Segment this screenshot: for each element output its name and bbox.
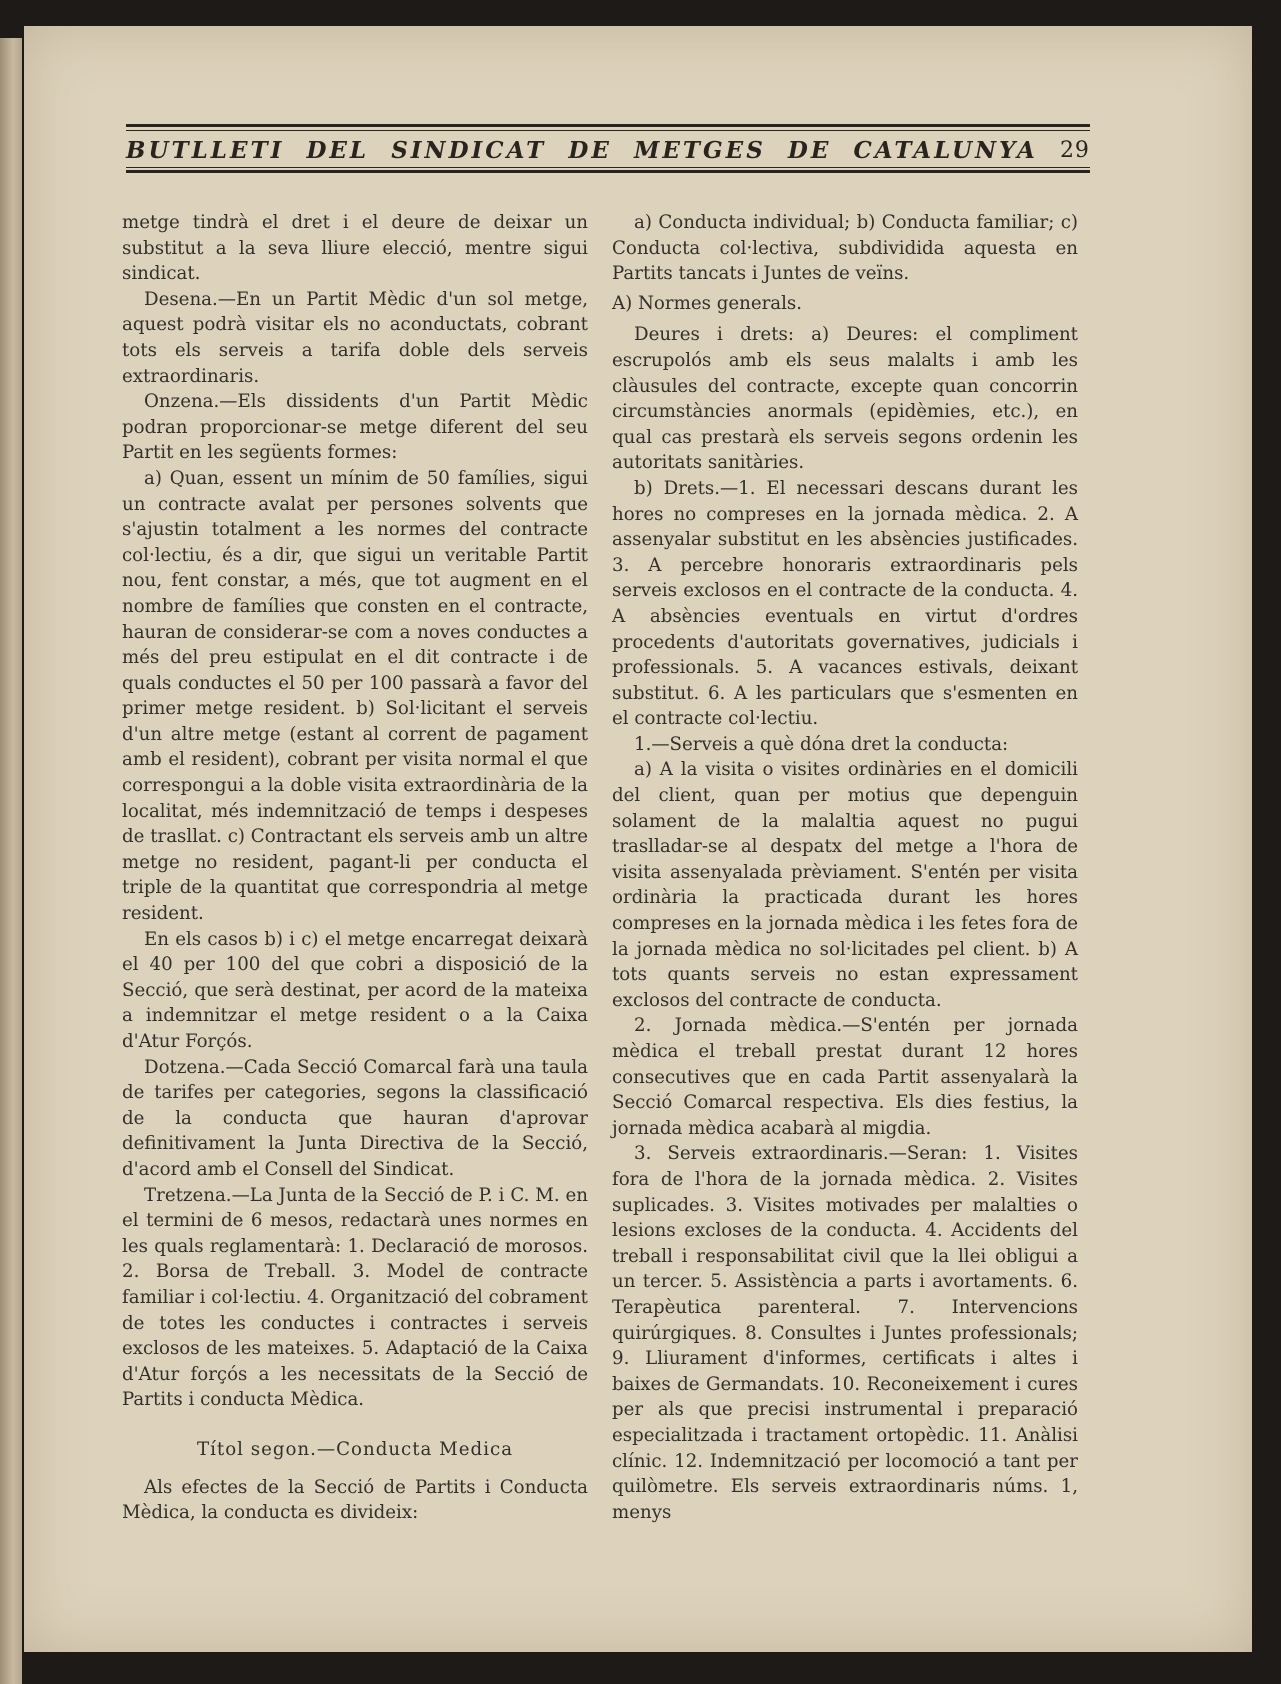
- header-rule-top-thick: [126, 124, 1090, 127]
- paragraph: 1.—Serveis a què dóna dret la conducta:: [634, 733, 1009, 755]
- paragraph: Onzena.—Els dissidents d'un Partit Mèdic podran proporcionar-se metge diferent del seu Partit en les següents formes:: [122, 391, 588, 464]
- paragraph: a) Quan, essent un mínim de 50 famílies, sigui un contracte avalat per persones solvents que s'ajustin totalment a les normes del contracte col·lectiu, és a dir, que sigui un veritable Partit nou, fent constar, a més, que tot augment en el nombre de famílies que consten en el contracte, hauran de considerar-se com a noves conductes a més del preu estipulat en el dit contracte i de quals conductes el 50 per 100 passarà a favor del primer metge resident. b) Sol·licitant el serveis d'un altre metge (estant al corrent de pagament amb el resident), cobrant per visita normal el que correspongui a la doble visita extraordinària de la localitat, més indemnització de temps i despeses de trasllat. c) Contractant els serveis amb un altre metge no resident, pagant-li per conducta el triple de la quantitat que correspondria al metge resident.: [122, 467, 588, 925]
- paragraph: Als efectes de la Secció de Partits i Conducta Mèdica, la conducta es divideix:: [122, 1476, 588, 1524]
- masthead-word: DE: [568, 136, 612, 164]
- paragraph: Deures i drets: a) Deures: el compliment escrupolós amb els seus malalts i amb les clàusules del contracte, excepte quan concorrin circumstàncies anormals (epidèmies, etc.), en qual cas prestarà els serveis segons ordenin les autoritats sanitàries.: [612, 324, 1078, 474]
- paragraph: a) Conducta individual; b) Conducta familiar; c) Conducta col·lectiva, subdividida aquesta en Partits tancats i Juntes de veïns.: [612, 212, 1078, 285]
- adjacent-page-edge: [0, 38, 22, 1684]
- paragraph: 3. Serveis extraordinaris.—Seran: 1. Visites fora de l'hora de la jornada mèdica. 2. Visites suplicades. 3. Visites motivades per malalties o lesions excloses de la conducta. 4. Accidents del treball i responsabilitat civil que la llei obligui a un tercer. 5. Assistència a parts i avortaments. 6. Terapèutica parenteral. 7. Intervencions quirúrgiques. 8. Consultes i Juntes professionals; 9. Lliurament d'informes, certificats i altes i baixes de Germandats. 10. Reconeixement i cures per als que precisi instrumental i preparació especialitzada i tractament ortopèdic. 11. Anàlisi clínic. 12. Indemnització per locomoció a tant per quilòmetre. Els serveis extraordinaris núms. 1, menys: [612, 1143, 1078, 1523]
- paragraph: Tretzena.—La Junta de la Secció de P. i C. M. en el termini de 6 mesos, redactarà unes normes en les quals reglamentarà: 1. Declaració de morosos. 2. Borsa de Treball. 3. Model de contracte familiar i col·lectiu. 4. Organització del cobrament de totes les conductes i contractes i serveis exclosos de les mateixes. 5. Adaptació de la Caixa d'Atur forçós a les necessitats de la Secció de Partits i conducta Mèdica.: [122, 1184, 588, 1411]
- header-rule-bottom-thin: [126, 167, 1090, 168]
- journal-masthead: [126, 136, 1090, 164]
- section-title: Títol segon.—Conducta Medica: [196, 1438, 514, 1460]
- paragraph: a) A la visita o visites ordinàries en el domicili del client, quan per motius que depenguin solament de la malaltia aquest no pugui traslladar-se al despatx del metge a l'hora de visita assenyalada prèviament. S'entén per visita ordinària la practicada durant les hores compreses en la jornada mèdica i les fetes fora de la jornada mèdica no sol·licitades pel client. b) A tots quants serveis no estan expressament exclosos del contracte de conducta.: [612, 759, 1078, 1011]
- masthead-word: DEL: [306, 136, 370, 164]
- masthead-word: METGES: [633, 136, 766, 164]
- paragraph: En els casos b) i c) el metge encarregat deixarà el 40 per 100 del que cobri a disposició de la Secció, que serà destinat, per acord de la mateixa a indemnitzar el metge resident o a la Caixa d'Atur Forçós.: [122, 928, 588, 1052]
- subsection-heading: A) Normes generals.: [612, 292, 803, 314]
- masthead-word: BUTLLETI: [126, 136, 285, 164]
- paragraph: 2. Jornada mèdica.—S'entén per jornada mèdica el treball prestat durant 12 hores consecutives que en cada Partit assenyalarà la Secció Comarcal respectiva. Els dies festius, la jornada mèdica acabarà al migdia.: [612, 1015, 1078, 1139]
- masthead-word: DE: [787, 136, 832, 164]
- paragraph: Dotzena.—Cada Secció Comarcal farà una taula de tarifes per categories, segons la classificació de la conducta que hauran d'aprovar definitivament la Junta Directiva de la Secció, d'acord amb el Consell del Sindicat.: [122, 1056, 588, 1180]
- masthead-word: SINDICAT: [391, 136, 547, 164]
- page-number: 29: [1059, 137, 1090, 163]
- right-text-column: [612, 210, 1078, 1525]
- paragraph: b) Drets.—1. El necessari descans durant les hores no compreses en la jornada mèdica. 2. A assenyalar substitut en les absències justificades. 3. A percebre honoraris extraordinaris pels serveis exclosos en el contracte de la conducta. 4. A absències eventuals en virtut d'ordres procedents d'autoritats governatives, judicials i professionals. 5. A vacances estivals, deixant substitut. 6. A les particulars que s'esmenten en el contracte col·lectiu.: [612, 477, 1078, 730]
- header-rule-top-thin: [126, 130, 1090, 131]
- masthead-word: CATALUNYA: [853, 136, 1038, 164]
- running-header: [126, 98, 1090, 186]
- header-rule-bottom-thick: [126, 170, 1090, 173]
- left-text-column: [122, 210, 588, 1526]
- paragraph: metge tindrà el dret i el deure de deixar un substitut a la seva lliure elecció, mentre sigui sindicat.: [122, 212, 588, 285]
- paragraph: Desena.—En un Partit Mèdic d'un sol metge, aquest podrà visitar els no aconductats, cobrant tots els serveis a tarifa doble dels serveis extraordinaris.: [122, 288, 588, 387]
